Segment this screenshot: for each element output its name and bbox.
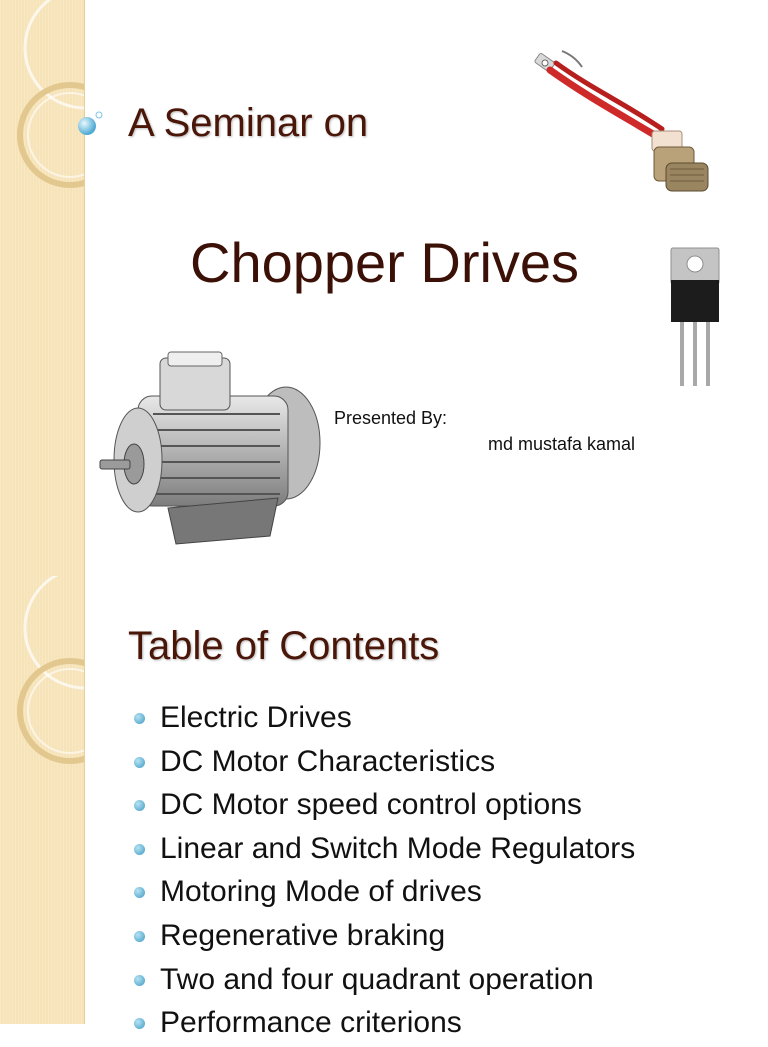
bubble-icon — [76, 108, 106, 138]
list-item — [132, 872, 635, 916]
bullet-icon — [134, 931, 145, 942]
list-item — [132, 829, 635, 873]
list-item-text: DC Motor speed control options — [160, 788, 582, 822]
table-of-contents-list — [132, 698, 635, 1047]
list-item — [132, 916, 635, 960]
list-item-text: Two and four quadrant operation — [160, 962, 594, 996]
presenter-name: md mustafa kamal — [488, 434, 636, 454]
list-item — [132, 742, 635, 786]
list-item — [132, 1003, 635, 1047]
bullet-icon — [134, 887, 145, 898]
table-of-contents-title: Table of Contents — [128, 624, 440, 668]
list-item-text: Linear and Switch Mode Regulators — [160, 831, 636, 865]
decorative-side-bar — [0, 0, 85, 576]
list-item-text: Performance criterions — [160, 1006, 462, 1040]
seminar-subtitle: A Seminar on — [128, 101, 369, 145]
list-item-text: DC Motor Characteristics — [160, 744, 496, 778]
bullet-icon — [134, 844, 145, 855]
list-item — [132, 785, 635, 829]
ornament-rings-icon — [0, 0, 84, 576]
electric-motor-icon — [98, 348, 328, 548]
bullet-icon — [134, 800, 145, 811]
list-item-text: Regenerative braking — [160, 918, 446, 952]
stud-thyristor-icon — [528, 45, 723, 200]
presentation-title: Chopper Drives — [190, 231, 580, 294]
presented-by-label: Presented By: — [334, 408, 448, 428]
decorative-side-bar — [0, 576, 85, 1024]
ornament-rings-icon — [0, 576, 84, 1024]
list-item-text: Electric Drives — [160, 701, 352, 734]
list-item-text: Motoring Mode of drives — [160, 875, 482, 909]
to220-transistor-icon — [622, 244, 768, 390]
bullet-icon — [134, 975, 145, 986]
bullet-icon — [134, 757, 145, 768]
list-item — [132, 698, 635, 742]
bullet-icon — [134, 713, 145, 724]
list-item — [132, 960, 635, 1004]
